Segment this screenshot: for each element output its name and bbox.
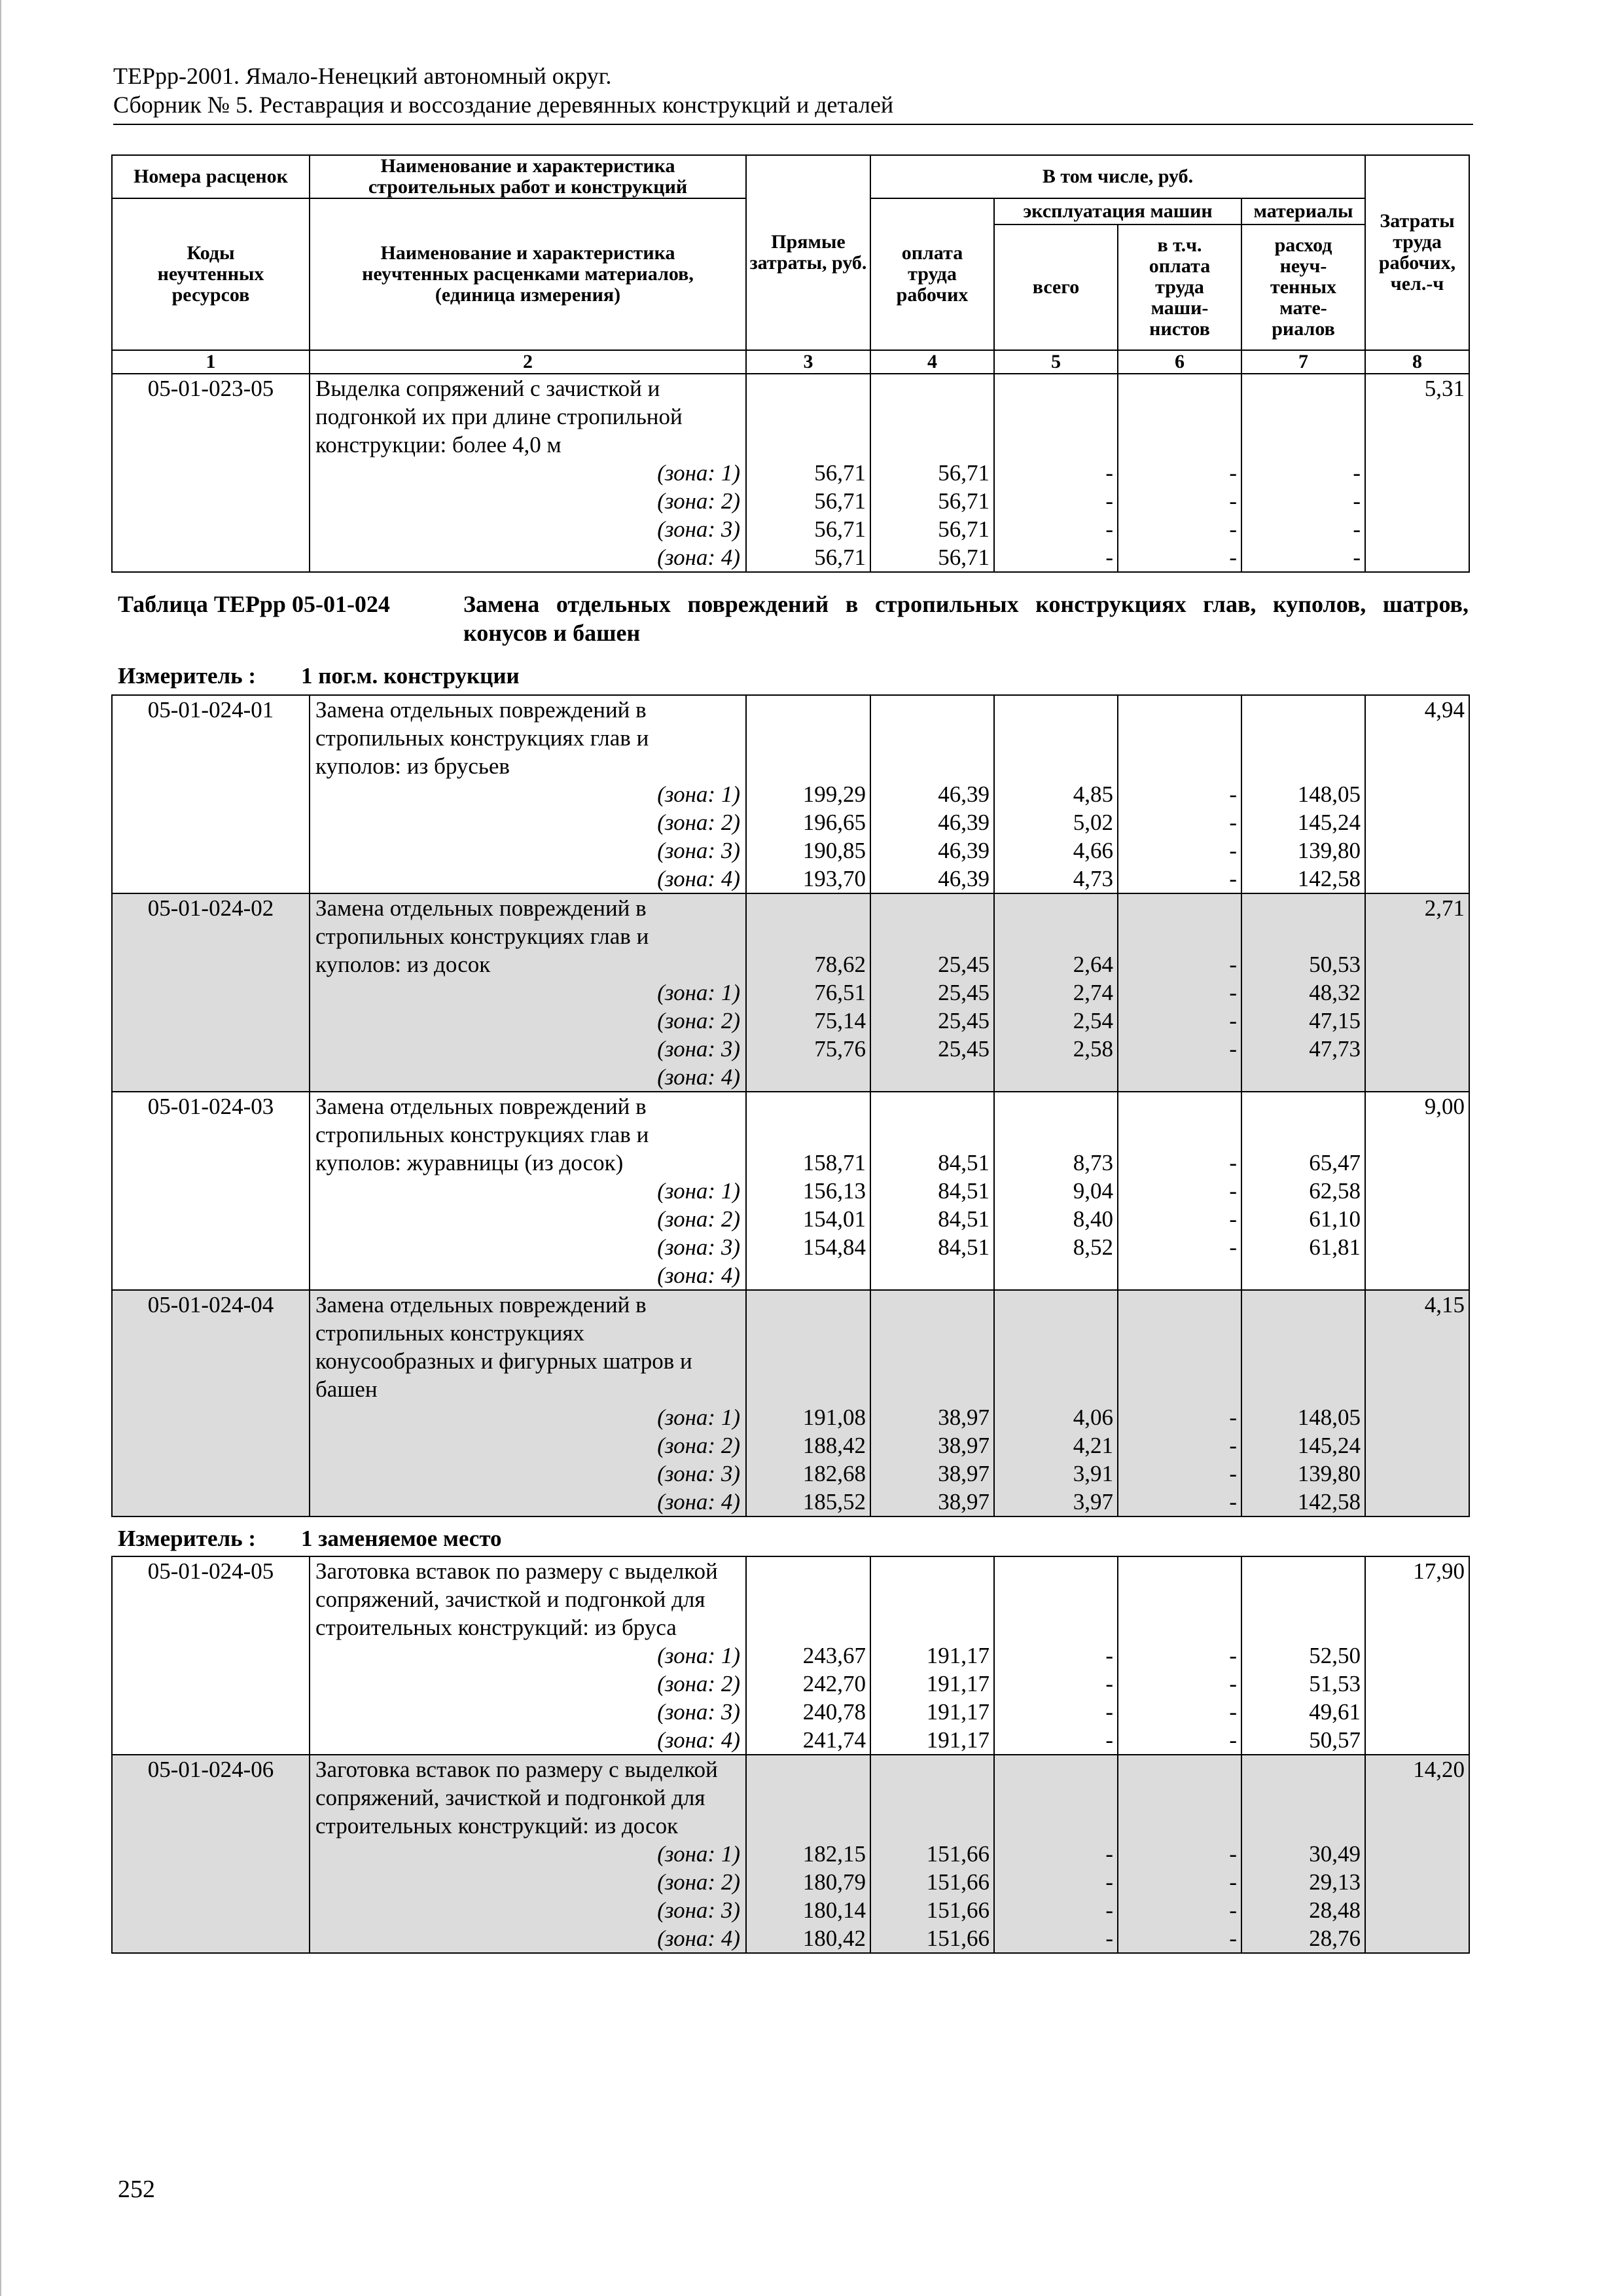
- header-rule: [113, 124, 1473, 125]
- value: 48,32: [1309, 980, 1361, 1005]
- document-header-line2: Сборник № 5. Реставрация и воссоздание деревянных конструкций и деталей: [113, 92, 894, 118]
- value: 180,79: [802, 1869, 866, 1895]
- value: 185,52: [802, 1489, 866, 1515]
- rate-code: 05-01-024-03: [112, 1092, 310, 1290]
- zone-label: (зона: 3): [657, 1897, 740, 1923]
- value: -: [1105, 1727, 1113, 1753]
- value: -: [1229, 810, 1237, 835]
- value: 145,24: [1297, 810, 1361, 835]
- value: -: [1105, 516, 1113, 542]
- labor-hours-cell: 5,31: [1365, 374, 1469, 572]
- value: 191,17: [926, 1699, 990, 1725]
- value: -: [1229, 781, 1237, 807]
- col-rate-number-header: Номера расценок: [112, 155, 310, 198]
- rate-title: Заготовка вставок по размеру с выделкой сопряжений, зачисткой и подгонкой для строительных конструкций: из бруса: [315, 1558, 718, 1640]
- value: 145,24: [1297, 1433, 1361, 1458]
- table-row: [112, 1290, 1469, 1516]
- rate-description: [310, 1556, 746, 1755]
- direct-costs-cell: [746, 695, 870, 893]
- value: -: [1105, 460, 1113, 486]
- direct-costs-cell: [746, 1092, 870, 1290]
- value: -: [1105, 1841, 1113, 1867]
- value: 49,61: [1309, 1699, 1361, 1725]
- value: 9,04: [1073, 1178, 1113, 1204]
- rate-code: 05-01-024-02: [112, 893, 310, 1092]
- value: 3,91: [1073, 1461, 1113, 1486]
- direct-costs-cell: [746, 1755, 870, 1953]
- value: 56,71: [938, 516, 990, 542]
- value: 142,58: [1297, 866, 1361, 891]
- value: 154,01: [802, 1206, 866, 1232]
- value: 38,97: [938, 1405, 990, 1430]
- value: 56,71: [814, 516, 866, 542]
- measure-value: 1 пог.м. конструкции: [301, 663, 520, 689]
- col-number: 7: [1241, 350, 1365, 374]
- value: 75,76: [814, 1036, 866, 1062]
- value: -: [1105, 1671, 1113, 1696]
- rate-description: [310, 1755, 746, 1953]
- machines-total-cell: [994, 695, 1118, 893]
- rate-code: 05-01-024-04: [112, 1290, 310, 1516]
- value: -: [1229, 980, 1237, 1005]
- value: 191,17: [926, 1727, 990, 1753]
- value: 4,73: [1073, 866, 1113, 891]
- measure-unit-2: [118, 1526, 502, 1552]
- value: 56,71: [938, 488, 990, 514]
- machinist-pay-cell: [1118, 1556, 1241, 1755]
- rate-description: [310, 1092, 746, 1290]
- value: 182,15: [802, 1841, 866, 1867]
- labor-hours-cell: 17,90: [1365, 1556, 1469, 1755]
- rate-description: [310, 1290, 746, 1516]
- value: -: [1229, 1869, 1237, 1895]
- labor-hours-cell: 2,71: [1365, 893, 1469, 1092]
- value: 50,57: [1309, 1727, 1361, 1753]
- col-labor-hours-header: Затраты труда рабочих, чел.-ч: [1365, 155, 1469, 350]
- value: 243,67: [802, 1643, 866, 1668]
- machines-total-cell: [994, 893, 1118, 1092]
- value: 151,66: [926, 1841, 990, 1867]
- value: -: [1229, 1234, 1237, 1260]
- rates-table-header: [111, 154, 1470, 573]
- col-worker-pay-header: оплата труда рабочих: [870, 198, 994, 350]
- machines-total-cell: [994, 1092, 1118, 1290]
- rate-title: Замена отдельных повреждений в стропильных конструкциях конусообразных и фигурных шатров и башен: [315, 1292, 692, 1402]
- zone-label: (зона: 4): [657, 545, 740, 570]
- worker-pay-cell: [870, 1290, 994, 1516]
- value: 182,68: [802, 1461, 866, 1486]
- value: 76,51: [814, 980, 866, 1005]
- value: 2,58: [1073, 1036, 1113, 1062]
- value: 188,42: [802, 1433, 866, 1458]
- rate-code: 05-01-024-01: [112, 695, 310, 893]
- rate-title: Замена отдельных повреждений в стропильных конструкциях глав и куполов: из брусьев: [315, 697, 649, 779]
- value: 62,58: [1309, 1178, 1361, 1204]
- value: 56,71: [814, 460, 866, 486]
- labor-hours-cell: 4,94: [1365, 695, 1469, 893]
- machinist-pay-cell: [1118, 695, 1241, 893]
- value: 8,40: [1073, 1206, 1113, 1232]
- labor-hours-cell: 4,15: [1365, 1290, 1469, 1516]
- col-machines-total-header: всего: [994, 224, 1118, 350]
- value: 241,74: [802, 1727, 866, 1753]
- value: 65,47: [1309, 1150, 1361, 1175]
- value: 56,71: [814, 488, 866, 514]
- col-group-header: В том числе, руб.: [870, 155, 1365, 198]
- value: 78,62: [814, 952, 866, 977]
- table-row: [112, 695, 1469, 893]
- materials-cell: [1241, 1290, 1365, 1516]
- rates-table-section-1: [111, 694, 1470, 1517]
- rate-description: [310, 695, 746, 893]
- rate-title: Заготовка вставок по размеру с выделкой сопряжений, зачисткой и подгонкой для строительных конструкций: из досок: [315, 1757, 718, 1839]
- value: 51,53: [1309, 1671, 1361, 1696]
- value: 25,45: [938, 1008, 990, 1033]
- zone-label: (зона: 1): [657, 1178, 740, 1204]
- zone-label: (зона: 1): [657, 1643, 740, 1668]
- zone-label: (зона: 4): [657, 1064, 740, 1090]
- zone-label: (зона: 1): [657, 460, 740, 486]
- value: 242,70: [802, 1671, 866, 1696]
- value: 28,48: [1309, 1897, 1361, 1923]
- machinist-pay-cell: [1118, 1092, 1241, 1290]
- zone-label: (зона: 1): [657, 980, 740, 1005]
- zone-label: (зона: 2): [657, 1869, 740, 1895]
- col-unaccounted-materials-header: расход неуч- тенных мате- риалов: [1241, 224, 1365, 350]
- col-work-name-header: Наименование и характеристика строительных работ и конструкций: [310, 155, 746, 198]
- value: -: [1229, 1489, 1237, 1515]
- value: -: [1229, 488, 1237, 514]
- value: -: [1229, 1671, 1237, 1696]
- col-resource-codes-header: Коды неучтенных ресурсов: [112, 198, 310, 350]
- zone-label: (зона: 4): [657, 1727, 740, 1753]
- zone-label: (зона: 3): [657, 516, 740, 542]
- value: 25,45: [938, 1036, 990, 1062]
- page-number: 252: [118, 2176, 155, 2203]
- value: -: [1229, 866, 1237, 891]
- rates-table-section-2: [111, 1556, 1470, 1954]
- value: 8,52: [1073, 1234, 1113, 1260]
- zone-label: (зона: 2): [657, 1206, 740, 1232]
- col-number: 1: [112, 350, 310, 374]
- value: 139,80: [1297, 1461, 1361, 1486]
- zone-label: (зона: 4): [657, 866, 740, 891]
- col-number: 8: [1365, 350, 1469, 374]
- value: -: [1229, 1699, 1237, 1725]
- value: 61,81: [1309, 1234, 1361, 1260]
- zone-label: (зона: 4): [657, 1926, 740, 1951]
- rate-description: [310, 893, 746, 1092]
- value: 25,45: [938, 980, 990, 1005]
- worker-pay-cell: [870, 1092, 994, 1290]
- value: 46,39: [938, 866, 990, 891]
- value: 47,73: [1309, 1036, 1361, 1062]
- value: 38,97: [938, 1489, 990, 1515]
- table-name: Замена отдельных повреждений в стропильных конструкциях глав, куполов, шатров, конусов и башен: [463, 591, 1469, 646]
- worker-pay-cell: [870, 1556, 994, 1755]
- value: 84,51: [938, 1234, 990, 1260]
- value: 142,58: [1297, 1489, 1361, 1515]
- value: 151,66: [926, 1897, 990, 1923]
- value: 151,66: [926, 1926, 990, 1951]
- value: 148,05: [1297, 1405, 1361, 1430]
- value: 199,29: [802, 781, 866, 807]
- value: 61,10: [1309, 1206, 1361, 1232]
- measure-label: Измеритель :: [118, 663, 257, 689]
- value: 191,17: [926, 1643, 990, 1668]
- value: 2,64: [1073, 952, 1113, 977]
- value: -: [1353, 460, 1361, 486]
- zone-label: (зона: 3): [657, 1461, 740, 1486]
- materials-cell: [1241, 893, 1365, 1092]
- zone-label: (зона: 2): [657, 810, 740, 835]
- col-number: 3: [746, 350, 870, 374]
- zone-label: (зона: 2): [657, 1671, 740, 1696]
- labor-hours-cell: 14,20: [1365, 1755, 1469, 1953]
- measure-unit-1: [118, 663, 520, 689]
- measure-value: 1 заменяемое место: [301, 1526, 502, 1551]
- value: 47,15: [1309, 1008, 1361, 1033]
- zone-label: (зона: 3): [657, 838, 740, 863]
- value: -: [1229, 1461, 1237, 1486]
- value: 50,53: [1309, 952, 1361, 977]
- machines-total-cell: [994, 374, 1118, 572]
- value: -: [1353, 516, 1361, 542]
- value: 2,74: [1073, 980, 1113, 1005]
- value: 196,65: [802, 810, 866, 835]
- value: -: [1105, 1699, 1113, 1725]
- value: 52,50: [1309, 1643, 1361, 1668]
- value: 139,80: [1297, 838, 1361, 863]
- value: 193,70: [802, 866, 866, 891]
- zone-label: (зона: 3): [657, 1699, 740, 1725]
- materials-cell: [1241, 695, 1365, 893]
- value: -: [1105, 545, 1113, 570]
- value: -: [1229, 1643, 1237, 1668]
- value: 191,17: [926, 1671, 990, 1696]
- measure-label: Измеритель :: [118, 1526, 257, 1551]
- value: 8,73: [1073, 1150, 1113, 1175]
- machines-total-cell: [994, 1290, 1118, 1516]
- value: -: [1229, 1036, 1237, 1062]
- value: -: [1229, 1206, 1237, 1232]
- table-row: [112, 374, 1469, 572]
- worker-pay-cell: [870, 695, 994, 893]
- col-machinist-pay-header: в т.ч. оплата труда маши- нистов: [1118, 224, 1241, 350]
- value: -: [1353, 545, 1361, 570]
- zone-label: (зона: 3): [657, 1234, 740, 1260]
- labor-hours-cell: 9,00: [1365, 1092, 1469, 1290]
- value: -: [1229, 1897, 1237, 1923]
- value: 240,78: [802, 1699, 866, 1725]
- value: -: [1229, 1008, 1237, 1033]
- direct-costs-cell: [746, 374, 870, 572]
- value: 158,71: [802, 1150, 866, 1175]
- value: 46,39: [938, 810, 990, 835]
- rate-title: Замена отдельных повреждений в стропильных конструкциях глав и куполов: журавницы (из досок): [315, 1094, 649, 1175]
- value: 84,51: [938, 1150, 990, 1175]
- col-materials-header: материалы: [1241, 198, 1365, 224]
- machinist-pay-cell: [1118, 893, 1241, 1092]
- col-number: 2: [310, 350, 746, 374]
- table-label: Таблица ТЕРрр 05-01-024: [118, 591, 390, 617]
- value: -: [1105, 1869, 1113, 1895]
- value: 38,97: [938, 1433, 990, 1458]
- direct-costs-cell: [746, 1556, 870, 1755]
- value: 4,66: [1073, 838, 1113, 863]
- value: 180,14: [802, 1897, 866, 1923]
- value: -: [1229, 1178, 1237, 1204]
- value: 191,08: [802, 1405, 866, 1430]
- col-number: 6: [1118, 350, 1241, 374]
- value: -: [1353, 488, 1361, 514]
- value: -: [1229, 952, 1237, 977]
- value: -: [1229, 1433, 1237, 1458]
- zone-label: (зона: 2): [657, 1433, 740, 1458]
- value: 46,39: [938, 781, 990, 807]
- table-row: [112, 893, 1469, 1092]
- value: 151,66: [926, 1869, 990, 1895]
- materials-cell: [1241, 1092, 1365, 1290]
- value: -: [1229, 516, 1237, 542]
- value: -: [1229, 460, 1237, 486]
- value: -: [1229, 838, 1237, 863]
- materials-cell: [1241, 374, 1365, 572]
- zone-label: (зона: 4): [657, 1263, 740, 1288]
- col-number: 5: [994, 350, 1118, 374]
- value: 56,71: [938, 545, 990, 570]
- zone-label: (зона: 4): [657, 1489, 740, 1515]
- value: 4,85: [1073, 781, 1113, 807]
- value: 5,02: [1073, 810, 1113, 835]
- value: 28,76: [1309, 1926, 1361, 1951]
- machinist-pay-cell: [1118, 374, 1241, 572]
- value: 56,71: [938, 460, 990, 486]
- zone-label: (зона: 2): [657, 1008, 740, 1033]
- direct-costs-cell: [746, 893, 870, 1092]
- rate-title: Замена отдельных повреждений в стропильных конструкциях глав и куполов: из досок: [315, 895, 649, 977]
- value: 2,54: [1073, 1008, 1113, 1033]
- value: 148,05: [1297, 781, 1361, 807]
- value: -: [1105, 488, 1113, 514]
- machinist-pay-cell: [1118, 1755, 1241, 1953]
- machinist-pay-cell: [1118, 1290, 1241, 1516]
- value: -: [1229, 1727, 1237, 1753]
- value: 29,13: [1309, 1869, 1361, 1895]
- value: -: [1105, 1926, 1113, 1951]
- value: 38,97: [938, 1461, 990, 1486]
- value: -: [1229, 1405, 1237, 1430]
- value: 46,39: [938, 838, 990, 863]
- value: 84,51: [938, 1178, 990, 1204]
- value: -: [1229, 1841, 1237, 1867]
- col-machines-header: эксплуатация машин: [994, 198, 1241, 224]
- col-number: 4: [870, 350, 994, 374]
- value: -: [1105, 1643, 1113, 1668]
- worker-pay-cell: [870, 893, 994, 1092]
- page-edge: [0, 0, 1, 2296]
- col-material-name-header: Наименование и характеристика неучтенных расценками материалов, (единица измерения): [310, 198, 746, 350]
- table-row: [112, 1092, 1469, 1290]
- rate-code: 05-01-024-06: [112, 1755, 310, 1953]
- zone-label: (зона: 1): [657, 1405, 740, 1430]
- rate-description: [310, 374, 746, 572]
- value: 56,71: [814, 545, 866, 570]
- value: 3,97: [1073, 1489, 1113, 1515]
- worker-pay-cell: [870, 374, 994, 572]
- value: -: [1105, 1897, 1113, 1923]
- value: 30,49: [1309, 1841, 1361, 1867]
- value: -: [1229, 1150, 1237, 1175]
- rate-code: 05-01-023-05: [112, 374, 310, 572]
- machines-total-cell: [994, 1556, 1118, 1755]
- col-direct-costs-header: Прямые затраты, руб.: [746, 155, 870, 350]
- value: 156,13: [802, 1178, 866, 1204]
- value: 4,21: [1073, 1433, 1113, 1458]
- value: 190,85: [802, 838, 866, 863]
- value: 180,42: [802, 1926, 866, 1951]
- materials-cell: [1241, 1556, 1365, 1755]
- value: 25,45: [938, 952, 990, 977]
- direct-costs-cell: [746, 1290, 870, 1516]
- worker-pay-cell: [870, 1755, 994, 1953]
- value: 75,14: [814, 1008, 866, 1033]
- zone-label: (зона: 1): [657, 781, 740, 807]
- value: -: [1229, 545, 1237, 570]
- zone-label: (зона: 1): [657, 1841, 740, 1867]
- machines-total-cell: [994, 1755, 1118, 1953]
- materials-cell: [1241, 1755, 1365, 1953]
- value: 4,06: [1073, 1405, 1113, 1430]
- value: 84,51: [938, 1206, 990, 1232]
- value: -: [1229, 1926, 1237, 1951]
- value: 154,84: [802, 1234, 866, 1260]
- zone-label: (зона: 3): [657, 1036, 740, 1062]
- document-header-line1: ТЕРрр-2001. Ямало-Ненецкий автономный округ.: [113, 63, 612, 89]
- rate-code: 05-01-024-05: [112, 1556, 310, 1755]
- table-row: [112, 1755, 1469, 1953]
- zone-label: (зона: 2): [657, 488, 740, 514]
- rate-title: Выделка сопряжений с зачисткой и подгонкой их при длине стропильной конструкции: более 4,0 м: [315, 376, 683, 457]
- table-row: [112, 1556, 1469, 1755]
